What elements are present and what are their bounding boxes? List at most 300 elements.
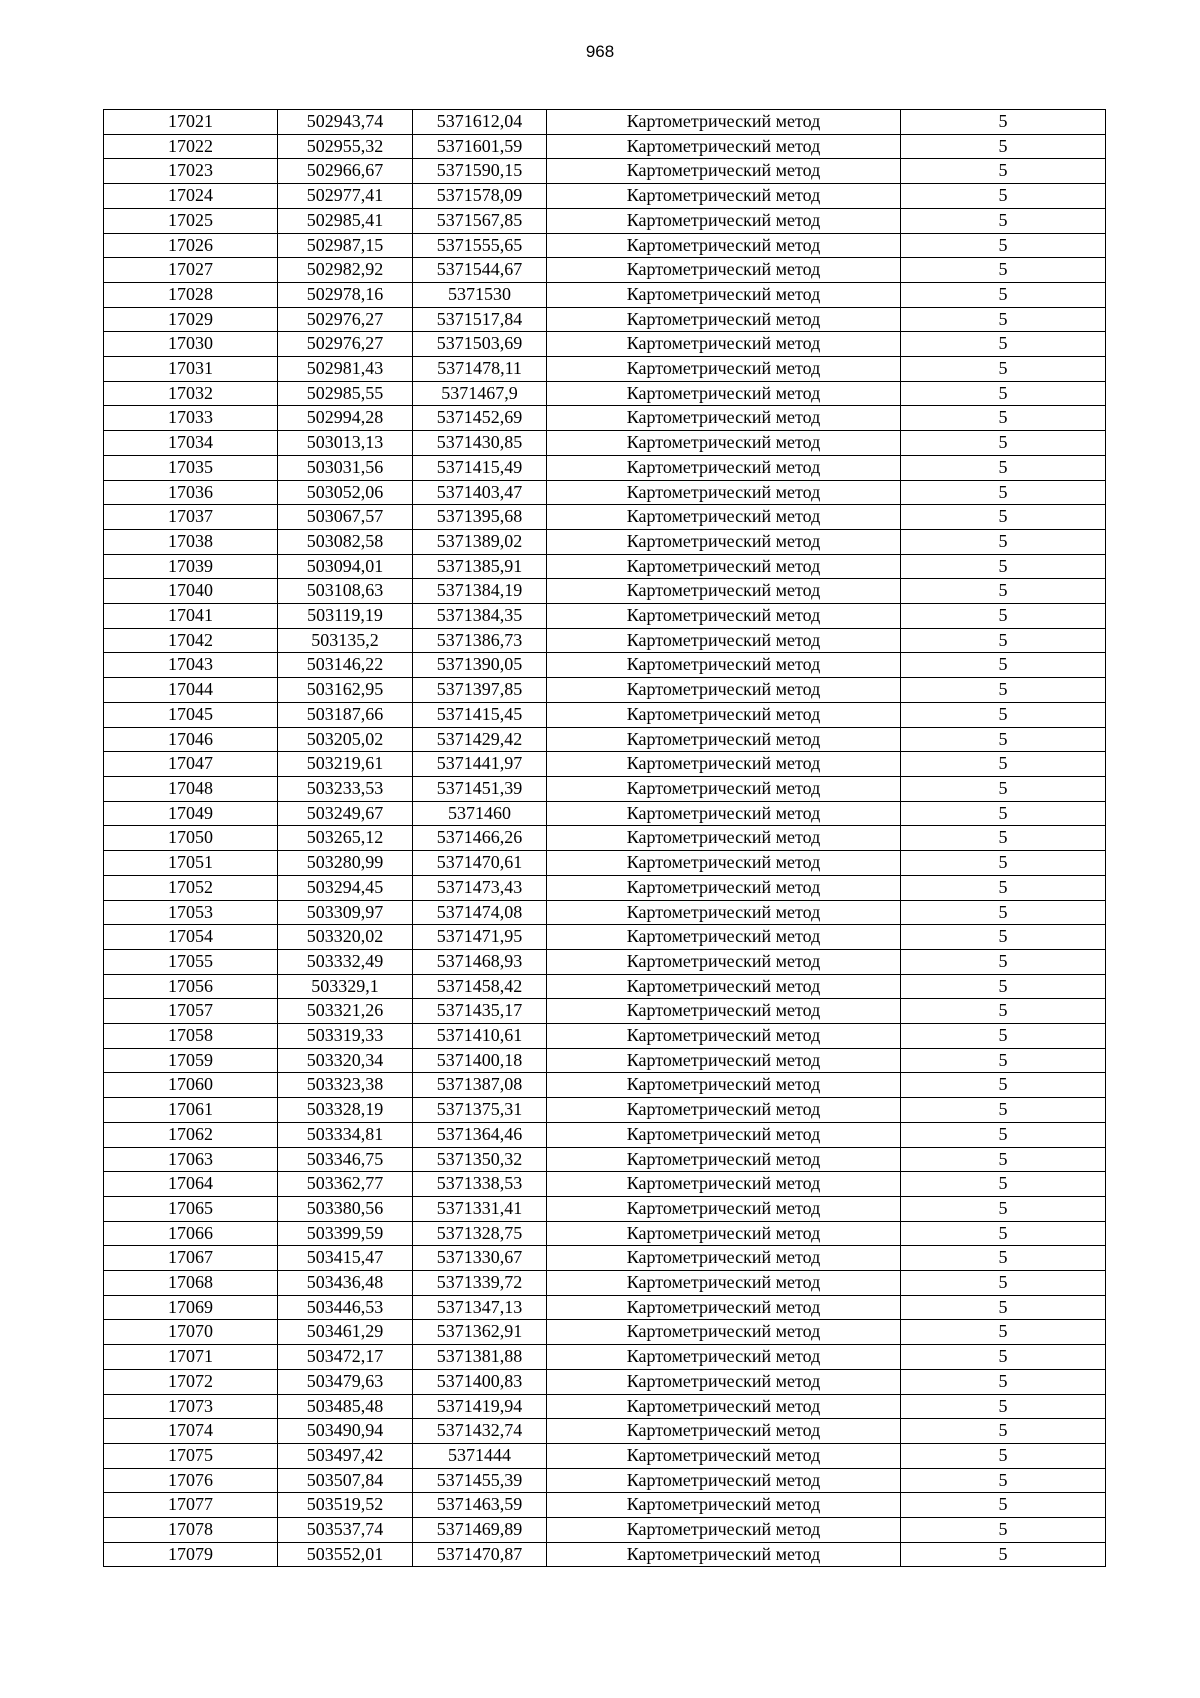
accuracy-cell: 5 (901, 282, 1106, 307)
table-row (104, 1443, 1106, 1468)
x-coordinate-cell: 503067,57 (278, 505, 413, 530)
method-cell: Картометрический метод (547, 974, 901, 999)
table-row (104, 801, 1106, 826)
accuracy-cell: 5 (901, 900, 1106, 925)
point-number-cell: 17076 (104, 1468, 278, 1493)
y-coordinate-cell: 5371395,68 (413, 505, 547, 530)
x-coordinate-cell: 503205,02 (278, 727, 413, 752)
y-coordinate-cell: 5371400,18 (413, 1048, 547, 1073)
y-coordinate-cell: 5371338,53 (413, 1172, 547, 1197)
point-number-cell: 17077 (104, 1493, 278, 1518)
accuracy-cell: 5 (901, 208, 1106, 233)
accuracy-cell: 5 (901, 604, 1106, 629)
y-coordinate-cell: 5371458,42 (413, 974, 547, 999)
method-cell: Картометрический метод (547, 1542, 901, 1567)
point-number-cell: 17047 (104, 752, 278, 777)
x-coordinate-cell: 502966,67 (278, 159, 413, 184)
method-cell: Картометрический метод (547, 110, 901, 135)
x-coordinate-cell: 503233,53 (278, 776, 413, 801)
y-coordinate-cell: 5371473,43 (413, 875, 547, 900)
y-coordinate-cell: 5371478,11 (413, 357, 547, 382)
point-number-cell: 17030 (104, 332, 278, 357)
point-number-cell: 17064 (104, 1172, 278, 1197)
y-coordinate-cell: 5371331,41 (413, 1196, 547, 1221)
method-cell: Картометрический метод (547, 1443, 901, 1468)
y-coordinate-cell: 5371435,17 (413, 999, 547, 1024)
point-number-cell: 17031 (104, 357, 278, 382)
accuracy-cell: 5 (901, 1369, 1106, 1394)
accuracy-cell: 5 (901, 727, 1106, 752)
y-coordinate-cell: 5371432,74 (413, 1419, 547, 1444)
point-number-cell: 17045 (104, 702, 278, 727)
table-row (104, 258, 1106, 283)
point-number-cell: 17065 (104, 1196, 278, 1221)
y-coordinate-cell: 5371347,13 (413, 1295, 547, 1320)
table-row (104, 159, 1106, 184)
point-number-cell: 17051 (104, 851, 278, 876)
accuracy-cell: 5 (901, 678, 1106, 703)
y-coordinate-cell: 5371469,89 (413, 1518, 547, 1543)
point-number-cell: 17053 (104, 900, 278, 925)
method-cell: Картометрический метод (547, 1345, 901, 1370)
accuracy-cell: 5 (901, 1419, 1106, 1444)
table-row (104, 1468, 1106, 1493)
method-cell: Картометрический метод (547, 653, 901, 678)
method-cell: Картометрический метод (547, 480, 901, 505)
point-number-cell: 17042 (104, 628, 278, 653)
y-coordinate-cell: 5371601,59 (413, 134, 547, 159)
method-cell: Картометрический метод (547, 875, 901, 900)
table-row (104, 1221, 1106, 1246)
method-cell: Картометрический метод (547, 381, 901, 406)
accuracy-cell: 5 (901, 1320, 1106, 1345)
point-number-cell: 17060 (104, 1073, 278, 1098)
table-row (104, 949, 1106, 974)
x-coordinate-cell: 503320,02 (278, 925, 413, 950)
x-coordinate-cell: 503146,22 (278, 653, 413, 678)
y-coordinate-cell: 5371419,94 (413, 1394, 547, 1419)
x-coordinate-cell: 502994,28 (278, 406, 413, 431)
point-number-cell: 17075 (104, 1443, 278, 1468)
method-cell: Картометрический метод (547, 1196, 901, 1221)
table-row (104, 1369, 1106, 1394)
table-row (104, 1098, 1106, 1123)
accuracy-cell: 5 (901, 949, 1106, 974)
y-coordinate-cell: 5371612,04 (413, 110, 547, 135)
x-coordinate-cell: 503362,77 (278, 1172, 413, 1197)
point-number-cell: 17040 (104, 579, 278, 604)
accuracy-cell: 5 (901, 628, 1106, 653)
x-coordinate-cell: 503249,67 (278, 801, 413, 826)
table-row (104, 776, 1106, 801)
x-coordinate-cell: 502955,32 (278, 134, 413, 159)
table-row (104, 900, 1106, 925)
x-coordinate-cell: 503280,99 (278, 851, 413, 876)
y-coordinate-cell: 5371362,91 (413, 1320, 547, 1345)
y-coordinate-cell: 5371387,08 (413, 1073, 547, 1098)
table-row (104, 702, 1106, 727)
table-row (104, 752, 1106, 777)
y-coordinate-cell: 5371567,85 (413, 208, 547, 233)
point-number-cell: 17034 (104, 431, 278, 456)
point-number-cell: 17055 (104, 949, 278, 974)
x-coordinate-cell: 503309,97 (278, 900, 413, 925)
point-number-cell: 17054 (104, 925, 278, 950)
y-coordinate-cell: 5371466,26 (413, 826, 547, 851)
table-row (104, 1295, 1106, 1320)
coordinates-table-body (104, 110, 1106, 1567)
table-row (104, 208, 1106, 233)
accuracy-cell: 5 (901, 851, 1106, 876)
accuracy-cell: 5 (901, 875, 1106, 900)
point-number-cell: 17061 (104, 1098, 278, 1123)
method-cell: Картометрический метод (547, 1493, 901, 1518)
point-number-cell: 17057 (104, 999, 278, 1024)
table-row (104, 1073, 1106, 1098)
y-coordinate-cell: 5371468,93 (413, 949, 547, 974)
point-number-cell: 17038 (104, 529, 278, 554)
x-coordinate-cell: 503265,12 (278, 826, 413, 851)
table-row (104, 628, 1106, 653)
accuracy-cell: 5 (901, 1443, 1106, 1468)
x-coordinate-cell: 503187,66 (278, 702, 413, 727)
x-coordinate-cell: 503052,06 (278, 480, 413, 505)
point-number-cell: 17025 (104, 208, 278, 233)
accuracy-cell: 5 (901, 357, 1106, 382)
method-cell: Картометрический метод (547, 1098, 901, 1123)
accuracy-cell: 5 (901, 1246, 1106, 1271)
method-cell: Картометрический метод (547, 1122, 901, 1147)
method-cell: Картометрический метод (547, 1518, 901, 1543)
point-number-cell: 17072 (104, 1369, 278, 1394)
x-coordinate-cell: 502976,27 (278, 332, 413, 357)
y-coordinate-cell: 5371517,84 (413, 307, 547, 332)
point-number-cell: 17032 (104, 381, 278, 406)
x-coordinate-cell: 503380,56 (278, 1196, 413, 1221)
y-coordinate-cell: 5371470,87 (413, 1542, 547, 1567)
accuracy-cell: 5 (901, 332, 1106, 357)
table-row (104, 110, 1106, 135)
x-coordinate-cell: 502943,74 (278, 110, 413, 135)
y-coordinate-cell: 5371350,32 (413, 1147, 547, 1172)
point-number-cell: 17069 (104, 1295, 278, 1320)
accuracy-cell: 5 (901, 258, 1106, 283)
y-coordinate-cell: 5371455,39 (413, 1468, 547, 1493)
method-cell: Картометрический метод (547, 307, 901, 332)
point-number-cell: 17068 (104, 1271, 278, 1296)
accuracy-cell: 5 (901, 702, 1106, 727)
x-coordinate-cell: 503332,49 (278, 949, 413, 974)
point-number-cell: 17062 (104, 1122, 278, 1147)
method-cell: Картометрический метод (547, 505, 901, 530)
table-row (104, 1271, 1106, 1296)
table-row (104, 381, 1106, 406)
point-number-cell: 17046 (104, 727, 278, 752)
accuracy-cell: 5 (901, 455, 1106, 480)
table-row (104, 233, 1106, 258)
table-row (104, 1246, 1106, 1271)
table-row (104, 184, 1106, 209)
method-cell: Картометрический метод (547, 1048, 901, 1073)
y-coordinate-cell: 5371415,49 (413, 455, 547, 480)
y-coordinate-cell: 5371375,31 (413, 1098, 547, 1123)
point-number-cell: 17074 (104, 1419, 278, 1444)
y-coordinate-cell: 5371463,59 (413, 1493, 547, 1518)
x-coordinate-cell: 503479,63 (278, 1369, 413, 1394)
x-coordinate-cell: 503490,94 (278, 1419, 413, 1444)
table-row (104, 1122, 1106, 1147)
point-number-cell: 17026 (104, 233, 278, 258)
method-cell: Картометрический метод (547, 357, 901, 382)
point-number-cell: 17027 (104, 258, 278, 283)
y-coordinate-cell: 5371429,42 (413, 727, 547, 752)
point-number-cell: 17052 (104, 875, 278, 900)
method-cell: Картометрический метод (547, 1468, 901, 1493)
table-row (104, 282, 1106, 307)
table-row (104, 678, 1106, 703)
accuracy-cell: 5 (901, 1098, 1106, 1123)
y-coordinate-cell: 5371441,97 (413, 752, 547, 777)
method-cell: Картометрический метод (547, 727, 901, 752)
method-cell: Картометрический метод (547, 801, 901, 826)
method-cell: Картометрический метод (547, 949, 901, 974)
method-cell: Картометрический метод (547, 604, 901, 629)
method-cell: Картометрический метод (547, 702, 901, 727)
accuracy-cell: 5 (901, 653, 1106, 678)
x-coordinate-cell: 503346,75 (278, 1147, 413, 1172)
y-coordinate-cell: 5371400,83 (413, 1369, 547, 1394)
method-cell: Картометрический метод (547, 579, 901, 604)
y-coordinate-cell: 5371503,69 (413, 332, 547, 357)
point-number-cell: 17028 (104, 282, 278, 307)
x-coordinate-cell: 503031,56 (278, 455, 413, 480)
y-coordinate-cell: 5371460 (413, 801, 547, 826)
x-coordinate-cell: 503472,17 (278, 1345, 413, 1370)
x-coordinate-cell: 502976,27 (278, 307, 413, 332)
x-coordinate-cell: 503082,58 (278, 529, 413, 554)
table-row (104, 1172, 1106, 1197)
y-coordinate-cell: 5371397,85 (413, 678, 547, 703)
accuracy-cell: 5 (901, 1221, 1106, 1246)
table-row (104, 1147, 1106, 1172)
method-cell: Картометрический метод (547, 529, 901, 554)
table-row (104, 1394, 1106, 1419)
accuracy-cell: 5 (901, 1048, 1106, 1073)
point-number-cell: 17070 (104, 1320, 278, 1345)
accuracy-cell: 5 (901, 1122, 1106, 1147)
point-number-cell: 17023 (104, 159, 278, 184)
accuracy-cell: 5 (901, 1196, 1106, 1221)
accuracy-cell: 5 (901, 579, 1106, 604)
x-coordinate-cell: 503329,1 (278, 974, 413, 999)
table-row (104, 529, 1106, 554)
y-coordinate-cell: 5371578,09 (413, 184, 547, 209)
method-cell: Картометрический метод (547, 159, 901, 184)
method-cell: Картометрический метод (547, 1147, 901, 1172)
y-coordinate-cell: 5371390,05 (413, 653, 547, 678)
x-coordinate-cell: 503320,34 (278, 1048, 413, 1073)
x-coordinate-cell: 503446,53 (278, 1295, 413, 1320)
x-coordinate-cell: 503108,63 (278, 579, 413, 604)
y-coordinate-cell: 5371590,15 (413, 159, 547, 184)
y-coordinate-cell: 5371555,65 (413, 233, 547, 258)
x-coordinate-cell: 503135,2 (278, 628, 413, 653)
method-cell: Картометрический метод (547, 1369, 901, 1394)
accuracy-cell: 5 (901, 1468, 1106, 1493)
y-coordinate-cell: 5371471,95 (413, 925, 547, 950)
y-coordinate-cell: 5371467,9 (413, 381, 547, 406)
accuracy-cell: 5 (901, 1518, 1106, 1543)
table-row (104, 554, 1106, 579)
y-coordinate-cell: 5371384,35 (413, 604, 547, 629)
y-coordinate-cell: 5371474,08 (413, 900, 547, 925)
accuracy-cell: 5 (901, 381, 1106, 406)
table-row (104, 1345, 1106, 1370)
x-coordinate-cell: 503334,81 (278, 1122, 413, 1147)
y-coordinate-cell: 5371339,72 (413, 1271, 547, 1296)
y-coordinate-cell: 5371381,88 (413, 1345, 547, 1370)
accuracy-cell: 5 (901, 999, 1106, 1024)
method-cell: Картометрический метод (547, 1024, 901, 1049)
method-cell: Картометрический метод (547, 1172, 901, 1197)
x-coordinate-cell: 503321,26 (278, 999, 413, 1024)
point-number-cell: 17059 (104, 1048, 278, 1073)
method-cell: Картометрический метод (547, 776, 901, 801)
y-coordinate-cell: 5371330,67 (413, 1246, 547, 1271)
table-row (104, 1542, 1106, 1567)
table-row (104, 332, 1106, 357)
x-coordinate-cell: 502978,16 (278, 282, 413, 307)
method-cell: Картометрический метод (547, 1221, 901, 1246)
point-number-cell: 17033 (104, 406, 278, 431)
method-cell: Картометрический метод (547, 455, 901, 480)
table-row (104, 1419, 1106, 1444)
table-row (104, 480, 1106, 505)
table-row (104, 431, 1106, 456)
table-row (104, 505, 1106, 530)
method-cell: Картометрический метод (547, 900, 901, 925)
table-row (104, 406, 1106, 431)
y-coordinate-cell: 5371410,61 (413, 1024, 547, 1049)
method-cell: Картометрический метод (547, 406, 901, 431)
method-cell: Картометрический метод (547, 258, 901, 283)
point-number-cell: 17035 (104, 455, 278, 480)
point-number-cell: 17050 (104, 826, 278, 851)
x-coordinate-cell: 503436,48 (278, 1271, 413, 1296)
x-coordinate-cell: 503119,19 (278, 604, 413, 629)
y-coordinate-cell: 5371385,91 (413, 554, 547, 579)
table-row (104, 1320, 1106, 1345)
y-coordinate-cell: 5371470,61 (413, 851, 547, 876)
x-coordinate-cell: 503162,95 (278, 678, 413, 703)
method-cell: Картометрический метод (547, 1271, 901, 1296)
point-number-cell: 17037 (104, 505, 278, 530)
table-row (104, 455, 1106, 480)
point-number-cell: 17079 (104, 1542, 278, 1567)
table-row (104, 579, 1106, 604)
x-coordinate-cell: 502981,43 (278, 357, 413, 382)
point-number-cell: 17041 (104, 604, 278, 629)
y-coordinate-cell: 5371328,75 (413, 1221, 547, 1246)
method-cell: Картометрический метод (547, 1246, 901, 1271)
y-coordinate-cell: 5371444 (413, 1443, 547, 1468)
accuracy-cell: 5 (901, 159, 1106, 184)
method-cell: Картометрический метод (547, 999, 901, 1024)
x-coordinate-cell: 502985,55 (278, 381, 413, 406)
accuracy-cell: 5 (901, 505, 1106, 530)
table-row (104, 974, 1106, 999)
method-cell: Картометрический метод (547, 628, 901, 653)
x-coordinate-cell: 503485,48 (278, 1394, 413, 1419)
accuracy-cell: 5 (901, 554, 1106, 579)
accuracy-cell: 5 (901, 480, 1106, 505)
y-coordinate-cell: 5371451,39 (413, 776, 547, 801)
method-cell: Картометрический метод (547, 282, 901, 307)
x-coordinate-cell: 503537,74 (278, 1518, 413, 1543)
table-row (104, 826, 1106, 851)
table-row (104, 1024, 1106, 1049)
method-cell: Картометрический метод (547, 752, 901, 777)
point-number-cell: 17048 (104, 776, 278, 801)
x-coordinate-cell: 502982,92 (278, 258, 413, 283)
x-coordinate-cell: 502977,41 (278, 184, 413, 209)
accuracy-cell: 5 (901, 1147, 1106, 1172)
table-row (104, 727, 1106, 752)
table-row (104, 1048, 1106, 1073)
point-number-cell: 17021 (104, 110, 278, 135)
accuracy-cell: 5 (901, 1394, 1106, 1419)
accuracy-cell: 5 (901, 529, 1106, 554)
accuracy-cell: 5 (901, 233, 1106, 258)
y-coordinate-cell: 5371389,02 (413, 529, 547, 554)
point-number-cell: 17078 (104, 1518, 278, 1543)
table-row (104, 999, 1106, 1024)
method-cell: Картометрический метод (547, 184, 901, 209)
y-coordinate-cell: 5371430,85 (413, 431, 547, 456)
x-coordinate-cell: 502987,15 (278, 233, 413, 258)
accuracy-cell: 5 (901, 801, 1106, 826)
x-coordinate-cell: 503323,38 (278, 1073, 413, 1098)
accuracy-cell: 5 (901, 307, 1106, 332)
method-cell: Картометрический метод (547, 554, 901, 579)
table-row (104, 1518, 1106, 1543)
x-coordinate-cell: 503507,84 (278, 1468, 413, 1493)
point-number-cell: 17029 (104, 307, 278, 332)
x-coordinate-cell: 503294,45 (278, 875, 413, 900)
y-coordinate-cell: 5371544,67 (413, 258, 547, 283)
x-coordinate-cell: 503328,19 (278, 1098, 413, 1123)
table-row (104, 1493, 1106, 1518)
accuracy-cell: 5 (901, 1271, 1106, 1296)
x-coordinate-cell: 503519,52 (278, 1493, 413, 1518)
x-coordinate-cell: 503219,61 (278, 752, 413, 777)
method-cell: Картометрический метод (547, 431, 901, 456)
point-number-cell: 17049 (104, 801, 278, 826)
table-row (104, 604, 1106, 629)
accuracy-cell: 5 (901, 1295, 1106, 1320)
x-coordinate-cell: 503552,01 (278, 1542, 413, 1567)
y-coordinate-cell: 5371384,19 (413, 579, 547, 604)
method-cell: Картометрический метод (547, 678, 901, 703)
x-coordinate-cell: 503319,33 (278, 1024, 413, 1049)
accuracy-cell: 5 (901, 1024, 1106, 1049)
x-coordinate-cell: 502985,41 (278, 208, 413, 233)
accuracy-cell: 5 (901, 406, 1106, 431)
x-coordinate-cell: 503399,59 (278, 1221, 413, 1246)
method-cell: Картометрический метод (547, 1073, 901, 1098)
accuracy-cell: 5 (901, 431, 1106, 456)
x-coordinate-cell: 503415,47 (278, 1246, 413, 1271)
